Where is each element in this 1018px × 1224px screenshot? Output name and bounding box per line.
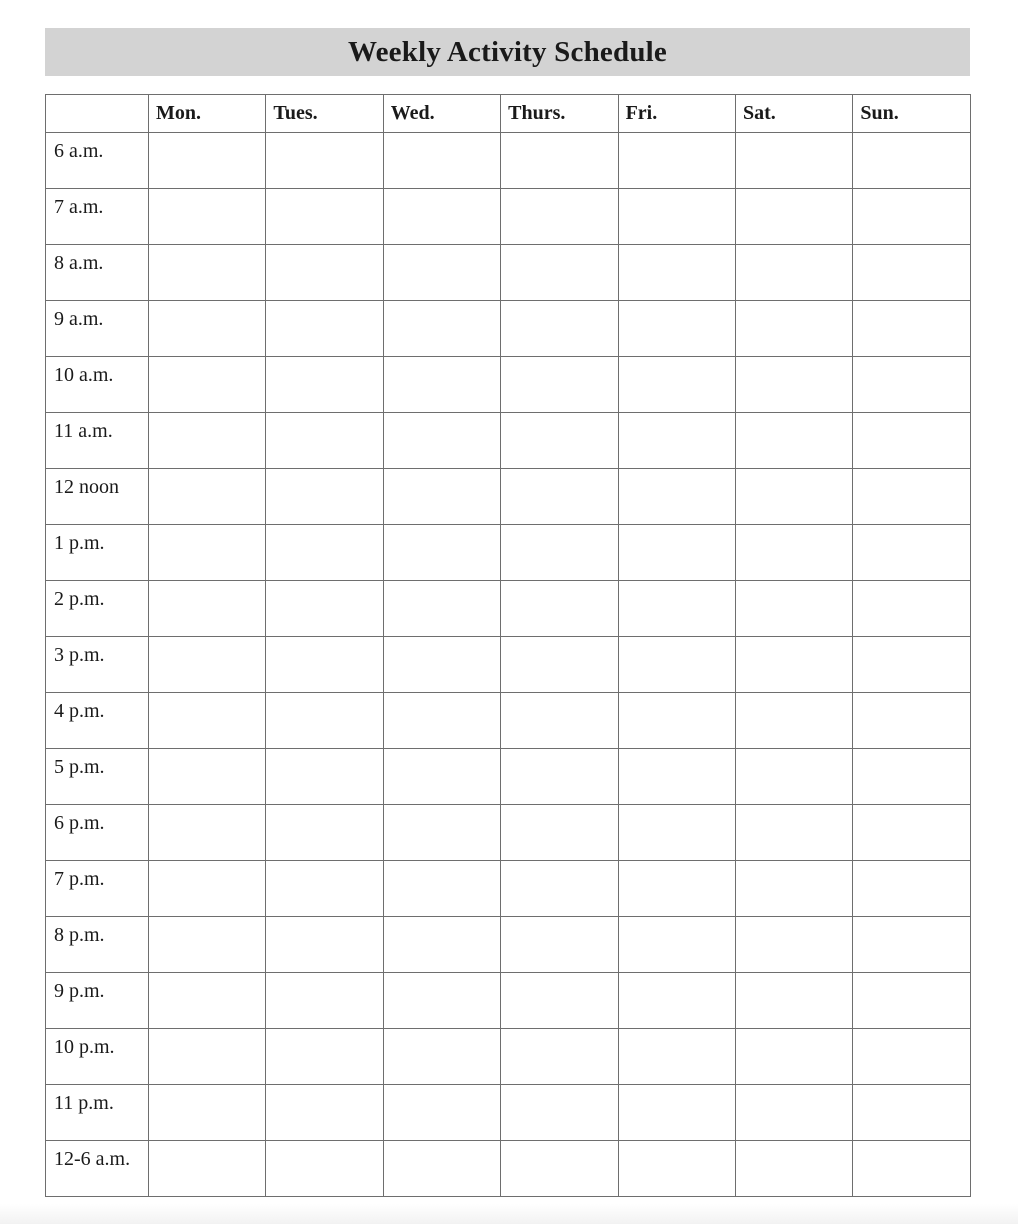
schedule-cell-mon: [149, 413, 266, 469]
schedule-cell-tue: [266, 693, 383, 749]
schedule-cell-sun: [853, 469, 970, 525]
schedule-cell-sun: [853, 245, 970, 301]
time-slot-label: 1 p.m.: [46, 525, 149, 581]
schedule-cell-sun: [853, 805, 970, 861]
schedule-cell-thu: [501, 637, 618, 693]
time-slot-label: 9 p.m.: [46, 973, 149, 1029]
schedule-cell-sat: [735, 637, 852, 693]
corner-cell: [46, 95, 149, 133]
time-slot-label: 5 p.m.: [46, 749, 149, 805]
schedule-cell-fri: [618, 133, 735, 189]
schedule-cell-wed: [383, 1029, 500, 1085]
schedule-cell-sat: [735, 1141, 852, 1197]
schedule-cell-wed: [383, 413, 500, 469]
schedule-cell-wed: [383, 805, 500, 861]
schedule-cell-mon: [149, 917, 266, 973]
page-bottom-shade: [0, 1204, 1018, 1224]
schedule-row: [46, 749, 971, 805]
schedule-cell-mon: [149, 469, 266, 525]
schedule-cell-mon: [149, 133, 266, 189]
schedule-cell-sat: [735, 805, 852, 861]
schedule-cell-sun: [853, 1141, 970, 1197]
schedule-cell-thu: [501, 805, 618, 861]
schedule-cell-mon: [149, 973, 266, 1029]
schedule-cell-thu: [501, 525, 618, 581]
schedule-cell-wed: [383, 245, 500, 301]
schedule-cell-tue: [266, 525, 383, 581]
schedule-cell-sun: [853, 973, 970, 1029]
day-header-mon: Mon.: [149, 95, 266, 133]
schedule-cell-mon: [149, 525, 266, 581]
time-slot-label: 2 p.m.: [46, 581, 149, 637]
schedule-row: [46, 805, 971, 861]
schedule-cell-sun: [853, 189, 970, 245]
schedule-table: [45, 94, 971, 1197]
schedule-cell-wed: [383, 749, 500, 805]
schedule-row: [46, 1029, 971, 1085]
schedule-cell-fri: [618, 413, 735, 469]
schedule-cell-mon: [149, 357, 266, 413]
schedule-cell-tue: [266, 637, 383, 693]
schedule-cell-sun: [853, 861, 970, 917]
schedule-cell-sun: [853, 581, 970, 637]
schedule-cell-wed: [383, 189, 500, 245]
time-slot-label: 3 p.m.: [46, 637, 149, 693]
schedule-cell-thu: [501, 133, 618, 189]
schedule-cell-fri: [618, 805, 735, 861]
schedule-cell-thu: [501, 973, 618, 1029]
schedule-row: [46, 1085, 971, 1141]
schedule-cell-thu: [501, 1141, 618, 1197]
page-title: Weekly Activity Schedule: [348, 35, 667, 68]
header-row: [46, 95, 971, 133]
schedule-cell-wed: [383, 525, 500, 581]
time-slot-label: 6 p.m.: [46, 805, 149, 861]
schedule-cell-sun: [853, 525, 970, 581]
schedule-cell-tue: [266, 133, 383, 189]
schedule-cell-wed: [383, 357, 500, 413]
schedule-cell-tue: [266, 749, 383, 805]
time-slot-label: 8 p.m.: [46, 917, 149, 973]
time-slot-label: 4 p.m.: [46, 693, 149, 749]
schedule-cell-thu: [501, 917, 618, 973]
schedule-cell-tue: [266, 581, 383, 637]
schedule-cell-fri: [618, 1029, 735, 1085]
schedule-cell-fri: [618, 469, 735, 525]
schedule-cell-wed: [383, 917, 500, 973]
schedule-row: [46, 917, 971, 973]
schedule-cell-mon: [149, 693, 266, 749]
schedule-cell-thu: [501, 749, 618, 805]
day-header-fri: Fri.: [618, 95, 735, 133]
time-slot-label: 10 a.m.: [46, 357, 149, 413]
schedule-cell-thu: [501, 469, 618, 525]
schedule-cell-sun: [853, 133, 970, 189]
schedule-cell-thu: [501, 1085, 618, 1141]
schedule-cell-tue: [266, 861, 383, 917]
schedule-row: [46, 693, 971, 749]
schedule-cell-sat: [735, 693, 852, 749]
schedule-cell-fri: [618, 357, 735, 413]
schedule-cell-fri: [618, 581, 735, 637]
schedule-cell-mon: [149, 1029, 266, 1085]
time-slot-label: 12 noon: [46, 469, 149, 525]
schedule-cell-sat: [735, 749, 852, 805]
schedule-cell-sat: [735, 861, 852, 917]
schedule-cell-sat: [735, 469, 852, 525]
schedule-cell-tue: [266, 1029, 383, 1085]
schedule-cell-fri: [618, 189, 735, 245]
schedule-cell-wed: [383, 1141, 500, 1197]
day-header-tue: Tues.: [266, 95, 383, 133]
schedule-cell-wed: [383, 1085, 500, 1141]
schedule-cell-fri: [618, 749, 735, 805]
schedule-cell-fri: [618, 301, 735, 357]
schedule-cell-mon: [149, 245, 266, 301]
day-header-wed: Wed.: [383, 95, 500, 133]
schedule-body: [46, 133, 971, 1197]
schedule-cell-sat: [735, 1085, 852, 1141]
schedule-cell-sat: [735, 301, 852, 357]
schedule-cell-sun: [853, 693, 970, 749]
schedule-cell-sun: [853, 749, 970, 805]
schedule-cell-tue: [266, 301, 383, 357]
schedule-cell-thu: [501, 245, 618, 301]
schedule-cell-sun: [853, 1029, 970, 1085]
schedule-cell-mon: [149, 861, 266, 917]
schedule-row: [46, 413, 971, 469]
schedule-cell-tue: [266, 413, 383, 469]
schedule-cell-sun: [853, 357, 970, 413]
schedule-cell-thu: [501, 413, 618, 469]
schedule-cell-sun: [853, 917, 970, 973]
schedule-row: [46, 245, 971, 301]
schedule-cell-mon: [149, 189, 266, 245]
schedule-cell-sun: [853, 413, 970, 469]
schedule-cell-sat: [735, 973, 852, 1029]
schedule-row: [46, 525, 971, 581]
schedule-cell-tue: [266, 469, 383, 525]
schedule-cell-sat: [735, 413, 852, 469]
schedule-cell-wed: [383, 861, 500, 917]
schedule-cell-sat: [735, 189, 852, 245]
schedule-cell-mon: [149, 637, 266, 693]
schedule-cell-mon: [149, 1085, 266, 1141]
schedule-row: [46, 189, 971, 245]
schedule-cell-fri: [618, 861, 735, 917]
time-slot-label: 10 p.m.: [46, 1029, 149, 1085]
schedule-cell-thu: [501, 861, 618, 917]
schedule-cell-wed: [383, 581, 500, 637]
schedule-cell-wed: [383, 301, 500, 357]
schedule-cell-sat: [735, 581, 852, 637]
schedule-row: [46, 637, 971, 693]
schedule-cell-wed: [383, 133, 500, 189]
schedule-row: [46, 1141, 971, 1197]
day-header-sat: Sat.: [735, 95, 852, 133]
schedule-cell-mon: [149, 805, 266, 861]
schedule-cell-sat: [735, 525, 852, 581]
schedule-cell-tue: [266, 1141, 383, 1197]
schedule-cell-sat: [735, 917, 852, 973]
schedule-cell-tue: [266, 973, 383, 1029]
time-slot-label: 6 a.m.: [46, 133, 149, 189]
schedule-cell-thu: [501, 301, 618, 357]
schedule-row: [46, 133, 971, 189]
schedule-cell-thu: [501, 693, 618, 749]
schedule-cell-wed: [383, 973, 500, 1029]
time-slot-label: 11 a.m.: [46, 413, 149, 469]
schedule-cell-sat: [735, 133, 852, 189]
schedule-cell-tue: [266, 1085, 383, 1141]
schedule-cell-sat: [735, 1029, 852, 1085]
schedule-cell-sun: [853, 301, 970, 357]
schedule-row: [46, 861, 971, 917]
time-slot-label: 8 a.m.: [46, 245, 149, 301]
schedule-cell-fri: [618, 1141, 735, 1197]
schedule-cell-tue: [266, 357, 383, 413]
schedule-cell-tue: [266, 245, 383, 301]
schedule-cell-fri: [618, 917, 735, 973]
time-slot-label: 7 p.m.: [46, 861, 149, 917]
schedule-cell-tue: [266, 805, 383, 861]
schedule-cell-fri: [618, 525, 735, 581]
schedule-cell-mon: [149, 749, 266, 805]
schedule-cell-fri: [618, 637, 735, 693]
time-slot-label: 7 a.m.: [46, 189, 149, 245]
schedule-cell-tue: [266, 189, 383, 245]
schedule-cell-fri: [618, 245, 735, 301]
schedule-cell-wed: [383, 693, 500, 749]
schedule-cell-sun: [853, 637, 970, 693]
schedule-cell-thu: [501, 189, 618, 245]
schedule-cell-mon: [149, 301, 266, 357]
schedule-row: [46, 357, 971, 413]
schedule-cell-mon: [149, 1141, 266, 1197]
schedule-cell-fri: [618, 973, 735, 1029]
schedule-cell-wed: [383, 637, 500, 693]
time-slot-label: 11 p.m.: [46, 1085, 149, 1141]
time-slot-label: 9 a.m.: [46, 301, 149, 357]
day-header-sun: Sun.: [853, 95, 970, 133]
schedule-cell-wed: [383, 469, 500, 525]
time-slot-label: 12-6 a.m.: [46, 1141, 149, 1197]
schedule-cell-thu: [501, 357, 618, 413]
schedule-row: [46, 301, 971, 357]
schedule-cell-sat: [735, 357, 852, 413]
schedule-cell-thu: [501, 581, 618, 637]
schedule-cell-sun: [853, 1085, 970, 1141]
schedule-cell-sat: [735, 245, 852, 301]
schedule-cell-mon: [149, 581, 266, 637]
schedule-row: [46, 581, 971, 637]
schedule-row: [46, 469, 971, 525]
schedule-cell-fri: [618, 693, 735, 749]
schedule-row: [46, 973, 971, 1029]
schedule-cell-thu: [501, 1029, 618, 1085]
day-header-thu: Thurs.: [501, 95, 618, 133]
schedule-cell-tue: [266, 917, 383, 973]
schedule-cell-fri: [618, 1085, 735, 1141]
title-banner: [45, 28, 970, 76]
